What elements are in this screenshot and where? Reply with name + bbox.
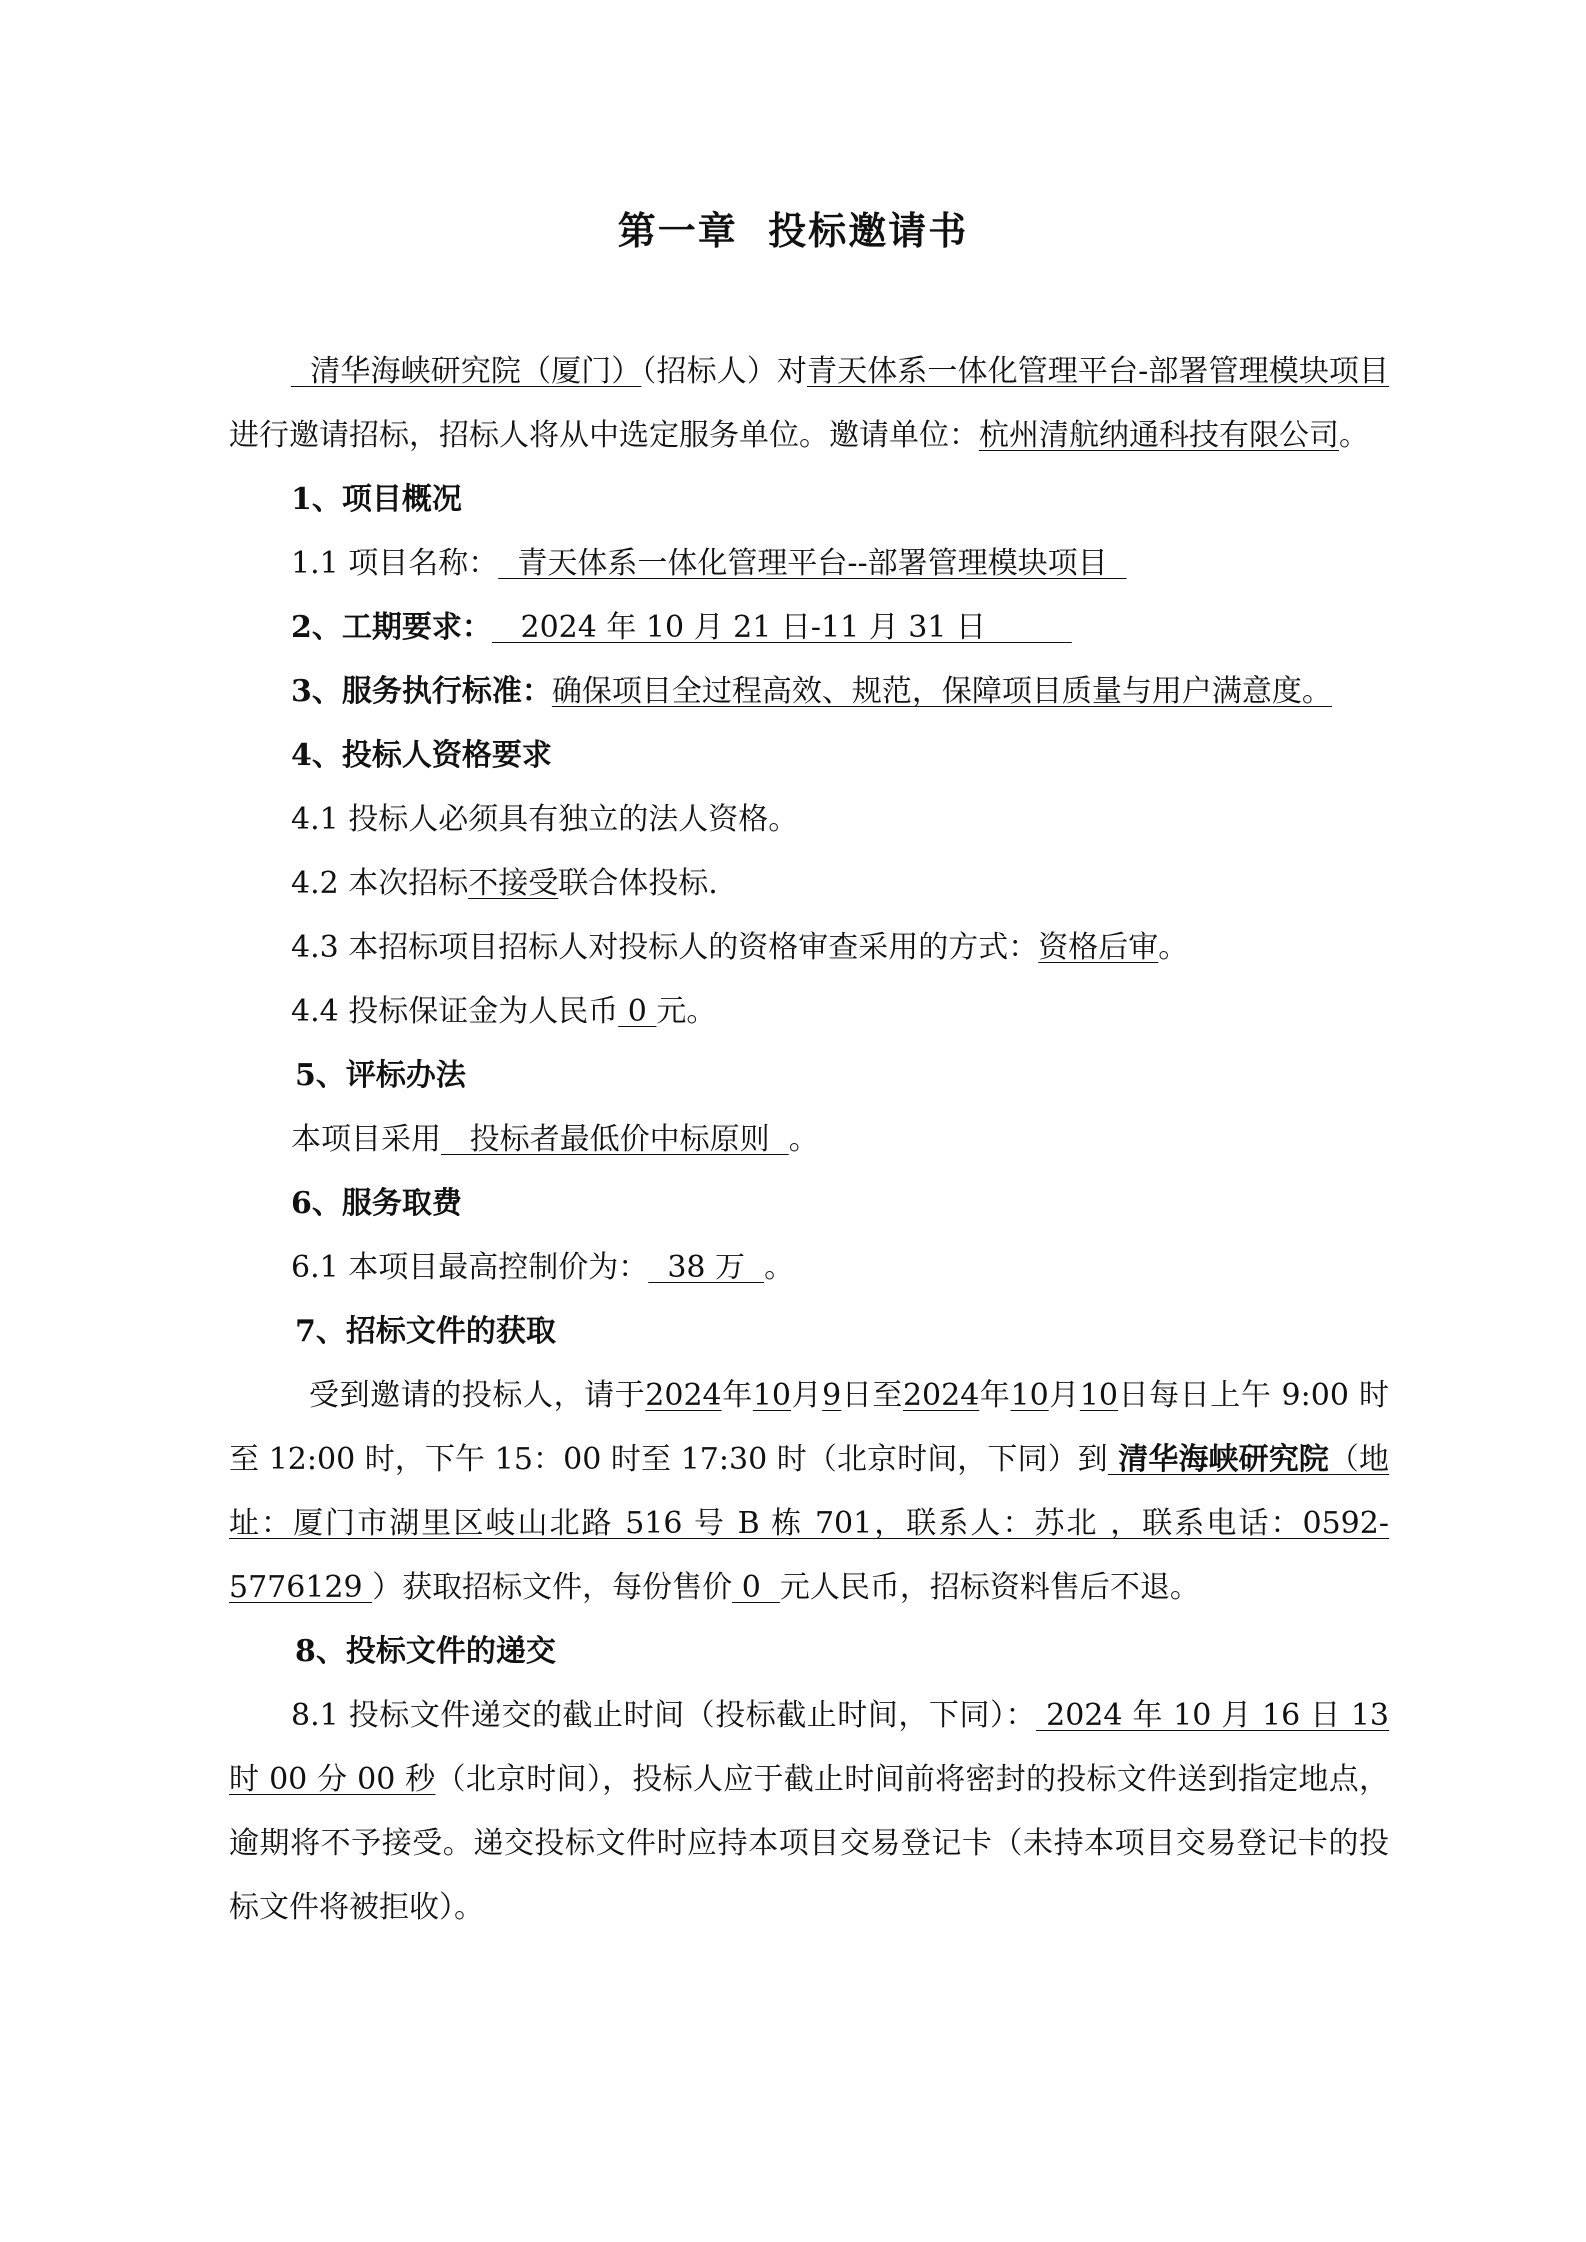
s8-text-a: 8.1 投标文件递交的截止时间（投标截止时间，下同）： <box>291 1698 1037 1733</box>
section-2 <box>229 596 1389 660</box>
s7-t7: 日每日上午 9:00 时至 12:00 时，下午 15：00 时至 17:30 时（北京时间，下同）到 <box>229 1378 1390 1477</box>
s7-t8: ）获取招标文件，每份售价 <box>372 1570 733 1605</box>
item-2-underlined: 不接受 <box>468 866 559 901</box>
section-5-heading: 5、评标办法 <box>295 1058 466 1093</box>
intro-text-3: 。 <box>1339 418 1369 453</box>
s7-day-2: 10 <box>1079 1378 1119 1413</box>
section-6-item-1 <box>229 1236 1389 1300</box>
section-2-label: 2、工期要求： <box>291 610 492 645</box>
item-3-underlined: 资格后审 <box>1038 930 1159 965</box>
s7-year-1: 2024 <box>645 1378 722 1413</box>
section-6-text-a: 6.1 本项目最高控制价为： <box>291 1250 649 1285</box>
section-2-value: 2024 年 10 月 21 日-11 月 31 日 <box>491 610 1072 645</box>
item-value: 青天体系一体化管理平台--部署管理模块项目 <box>498 546 1127 581</box>
section-4-item-3 <box>229 916 1389 980</box>
item-4-underlined: 0 <box>618 994 657 1029</box>
item-label: 1.1 项目名称： <box>291 546 499 581</box>
s7-t3: 月 <box>791 1378 823 1413</box>
s7-place: 清华海峡研究院 <box>1107 1442 1329 1477</box>
section-8-paragraph <box>229 1684 1389 1940</box>
section-5-text-a: 本项目采用 <box>291 1122 441 1157</box>
s7-t2: 年 <box>721 1378 753 1413</box>
s7-price: 0 <box>732 1570 780 1605</box>
s7-t1: 受到邀请的投标人，请于 <box>309 1378 646 1413</box>
item-2-text-a: 4.2 本次招标 <box>291 866 469 901</box>
section-7-paragraph <box>229 1364 1389 1620</box>
section-8-heading: 8、投标文件的递交 <box>295 1634 556 1669</box>
s7-day-1: 9 <box>822 1378 842 1413</box>
s7-month-1: 10 <box>752 1378 791 1413</box>
section-5-text-b: 。 <box>788 1122 819 1157</box>
chapter-title: 第一章 投标邀请书 <box>617 208 969 253</box>
intro-paragraph <box>229 340 1389 468</box>
intro-text-2: 进行邀请招标，招标人将从中选定服务单位。邀请单位： <box>229 418 979 453</box>
section-4-item-2 <box>229 852 1389 916</box>
section-6-heading: 6、服务取费 <box>291 1186 462 1221</box>
section-1-heading: 1、项目概况 <box>291 482 462 517</box>
section-4-heading: 4、投标人资格要求 <box>291 738 552 773</box>
project-name: 青天体系一体化管理平台-部署管理模块项目 <box>807 354 1390 389</box>
item-2-text-b: 联合体投标. <box>558 866 718 901</box>
section-3 <box>229 660 1389 724</box>
section-7-heading: 7、招标文件的获取 <box>295 1314 556 1349</box>
section-6-text-b: 。 <box>764 1250 795 1285</box>
section-1-item <box>229 532 1389 596</box>
intro-pad <box>291 354 310 389</box>
section-6-underlined: 38 万 <box>648 1250 765 1285</box>
tenderer-name <box>291 354 641 389</box>
s7-t9: 元人民币，招标资料售后不退。 <box>779 1570 1200 1605</box>
s7-year-2: 2024 <box>902 1378 980 1413</box>
item-3-text-a: 4.3 本招标项目招标人对投标人的资格审查采用的方式： <box>291 930 1039 965</box>
document-body <box>229 340 1389 1940</box>
s8-text-b: （北京时间），投标人应于截止时间前将密封的投标文件送到指定地点，逾期将不予接受。递交投标文件时应持本项目交易登记卡（未持本项目交易登记卡的投标文件将被拒收）。 <box>229 1762 1390 1925</box>
item-3-text-b: 。 <box>1158 930 1189 965</box>
s7-month-2: 10 <box>1010 1378 1049 1413</box>
item-4-text-b: 元。 <box>656 994 717 1029</box>
s7-t4: 日至 <box>841 1378 903 1413</box>
s7-t5: 年 <box>979 1378 1011 1413</box>
s8-deadline: 2024 年 10 月 16 日 13 时 00 分 00 秒 <box>229 1698 1389 1797</box>
section-4-item-4 <box>229 980 1389 1044</box>
intro-text-1: （招标人）对 <box>641 354 807 389</box>
section-5-underlined: 投标者最低价中标原则 <box>441 1122 789 1157</box>
tenderer-name-text: 清华海峡研究院（厦门） <box>310 354 642 389</box>
item-4-text-a: 4.4 投标保证金为人民币 <box>291 994 619 1029</box>
section-3-label: 3、服务执行标准： <box>291 674 552 709</box>
invited-company: 杭州清航纳通科技有限公司 <box>979 418 1339 453</box>
s7-t6: 月 <box>1048 1378 1080 1413</box>
section-4-item-1: 4.1 投标人必须具有独立的法人资格。 <box>291 802 799 837</box>
section-3-value: 确保项目全过程高效、规范，保障项目质量与用户满意度。 <box>551 674 1332 709</box>
section-5-text <box>229 1108 1389 1172</box>
s7-address: （地址：厦门市湖里区岐山北路 516 号 B 栋 701，联系人：苏北 ，联系电话：0592-5776129 <box>229 1442 1389 1605</box>
